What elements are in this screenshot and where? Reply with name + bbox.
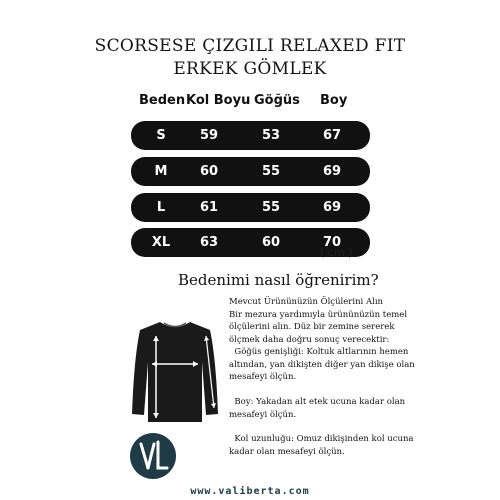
measure-instructions (229, 296, 459, 384)
size-row-s (131, 121, 370, 150)
instruction-line: Göğüs genişliği: Koltuk altlarının hemen (229, 347, 409, 357)
vl-logo-icon (129, 432, 177, 480)
kol-boyu-cell: 63 (199, 235, 219, 250)
product-title-line2: ERKEK GÖMLEK (173, 59, 327, 79)
instruction-line: Boy: Yakadan alt etek ucuna kadar olan (229, 397, 406, 407)
website-link[interactable]: www.valiberta.com (190, 486, 310, 497)
sweater-measure-icon (130, 318, 220, 428)
product-title-line1: SCORSESE ÇIZGILI RELAXED FIT (94, 36, 406, 56)
instruction-line: altından, yan dikişten diğer yan dikişe olan (229, 359, 415, 370)
size-row-l (131, 193, 370, 222)
header-gogus: Göğüs (254, 93, 300, 108)
size-cell: M (154, 164, 168, 179)
size-cell: XL (151, 235, 171, 250)
kol-boyu-cell: 61 (199, 200, 219, 215)
instruction-line: kadar olan mesafeyi ölçün. (229, 446, 345, 457)
howto-heading: Bedenimi nasıl öğrenirim? (178, 271, 379, 289)
gogus-cell: 53 (261, 128, 281, 143)
kol-boyu-cell: 59 (199, 128, 219, 143)
boy-cell: 69 (322, 200, 342, 215)
header-beden: Beden (139, 93, 186, 108)
size-cell: L (156, 200, 166, 215)
instruction-line: Kol uzunluğu: Omuz dikişinden kol ucuna (229, 434, 414, 444)
boy-cell: 69 (322, 164, 342, 179)
boy-instructions (229, 396, 459, 421)
gogus-cell: 60 (261, 235, 281, 250)
gogus-cell: 55 (261, 200, 281, 215)
gogus-cell: 55 (261, 164, 281, 179)
boy-cell: 70 (322, 235, 342, 250)
kol-boyu-cell: 60 (199, 164, 219, 179)
header-boy: Boy (320, 93, 348, 108)
size-cell: S (156, 128, 166, 143)
instruction-line: Bir mezura yardımıyla ürününüzün temel (229, 309, 408, 320)
instruction-line: ölçmek daha doğru sonuç verecektir: (229, 334, 390, 345)
instruction-line: mesafeyi ölçün. (229, 372, 297, 382)
instruction-line: Mevcut Ürününüzün Ölçülerini Alın (229, 297, 384, 307)
instruction-line: mesafeyi ölçün. (229, 409, 297, 420)
instruction-line: ölçülerini alın. Düz bir zemine sererek (229, 322, 395, 332)
header-kol-boyu: Kol Boyu (186, 93, 251, 108)
unit-label: ( cm ) (320, 246, 353, 259)
kol-instructions (229, 433, 459, 458)
size-row-m (131, 157, 370, 186)
boy-cell: 67 (322, 128, 342, 143)
